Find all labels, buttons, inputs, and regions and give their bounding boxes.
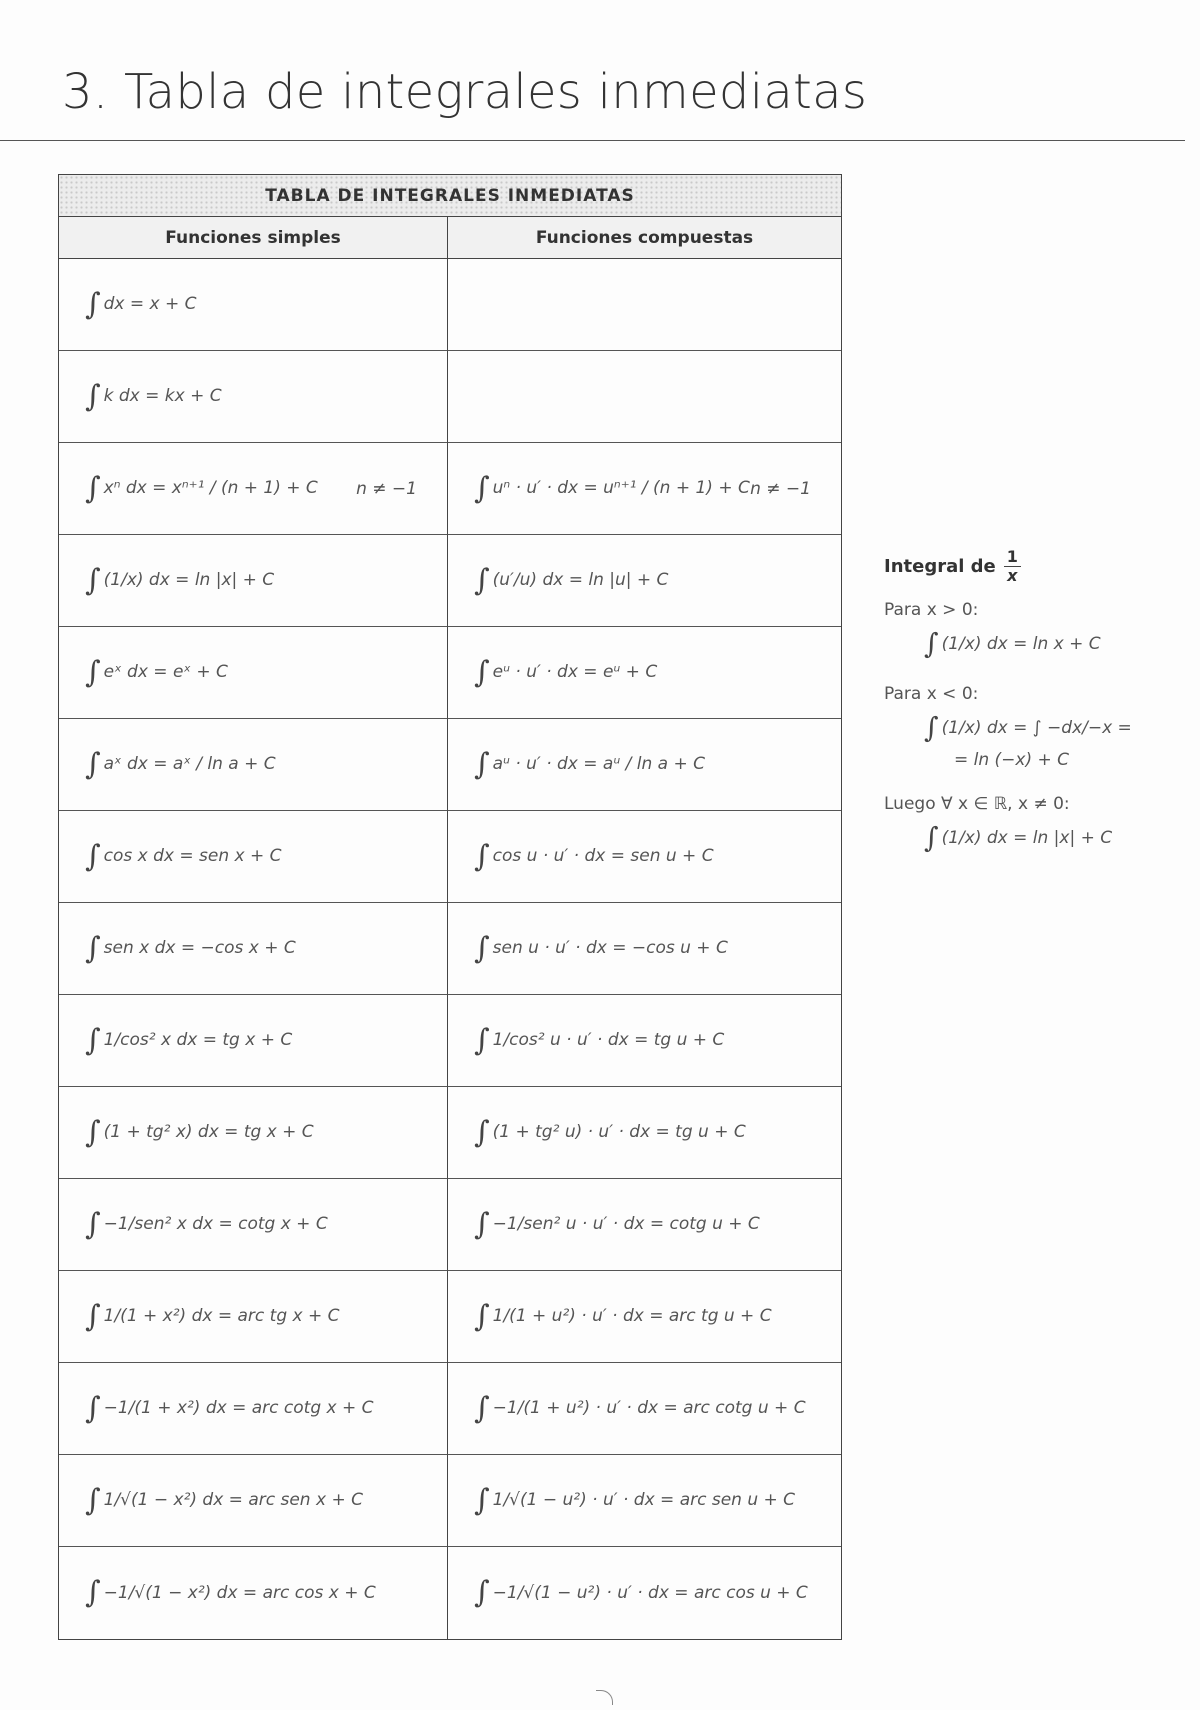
conclusion-formula	[924, 821, 1184, 855]
formula-simple: 1/cos² x dx = tg x + C	[103, 1030, 293, 1051]
formula-simple: xⁿ dx = xⁿ⁺¹ / (n + 1) + C	[103, 478, 318, 499]
conclusion-formula-text: (1/x) dx = ln |x| + C	[941, 828, 1113, 849]
table-cell-simple	[59, 351, 448, 443]
case-negative-formula	[924, 711, 1184, 745]
case-negative-label: Para x < 0:	[884, 684, 979, 705]
page-title: 3. Tabla de integrales inmediatas	[62, 64, 868, 120]
integral-sign-icon: ∫	[85, 1298, 101, 1334]
formula-simple: aˣ dx = aˣ / ln a + C	[103, 754, 276, 775]
integral-sign-icon: ∫	[474, 1298, 490, 1334]
fraction-denominator: x	[1007, 565, 1018, 585]
integral-sign-icon: ∫	[85, 746, 101, 782]
table-cell-compound	[448, 903, 841, 995]
integral-sign-icon: ∫	[474, 838, 490, 874]
table-cell-compound	[448, 259, 841, 351]
fraction-numerator: 1	[1004, 548, 1021, 567]
table-cell-simple	[59, 1087, 448, 1179]
formula-compound: −1/(1 + u²) · u′ · dx = arc cotg u + C	[492, 1398, 806, 1419]
case-positive-label: Para x > 0:	[884, 600, 979, 621]
formula-simple: −1/sen² x dx = cotg x + C	[103, 1214, 328, 1235]
integral-sign-icon: ∫	[85, 1390, 101, 1426]
table-cell-simple	[59, 719, 448, 811]
case-negative-formula-text: (1/x) dx = ∫ −dx/−x =	[941, 718, 1132, 739]
page-corner-mark-icon	[596, 1690, 613, 1705]
formula-simple: 1/(1 + x²) dx = arc tg x + C	[103, 1306, 340, 1327]
formula-compound: 1/(1 + u²) · u′ · dx = arc tg u + C	[492, 1306, 772, 1327]
integral-sign-icon: ∫	[85, 378, 101, 414]
integral-sign-icon: ∫	[474, 930, 490, 966]
integral-sign-icon: ∫	[85, 1575, 101, 1610]
case-positive-formula-text: (1/x) dx = ln x + C	[941, 634, 1101, 655]
formula-compound: (u′/u) dx = ln |u| + C	[492, 570, 669, 591]
formula-compound: aᵘ · u′ · dx = aᵘ / ln a + C	[492, 754, 705, 775]
integral-sign-icon: ∫	[924, 821, 939, 855]
formula-compound: cos u · u′ · dx = sen u + C	[492, 846, 714, 867]
integral-sign-icon: ∫	[85, 1114, 101, 1150]
formula-compound: uⁿ · u′ · dx = uⁿ⁺¹ / (n + 1) + C	[492, 478, 750, 499]
formula-compound: −1/√(1 − u²) · u′ · dx = arc cos u + C	[492, 1582, 808, 1603]
formula-simple: (1 + tg² x) dx = tg x + C	[103, 1122, 314, 1143]
table-cell-simple	[59, 903, 448, 995]
formula-simple: k dx = kx + C	[103, 386, 222, 407]
table-cell-compound	[448, 627, 841, 719]
table-cell-compound	[448, 719, 841, 811]
table-cell-simple	[59, 1455, 448, 1547]
integral-sign-icon: ∫	[474, 470, 490, 506]
table-cell-compound	[448, 1363, 841, 1455]
formula-simple: cos x dx = sen x + C	[103, 846, 282, 867]
integral-sign-icon: ∫	[474, 562, 490, 598]
formula-simple: (1/x) dx = ln |x| + C	[103, 570, 275, 591]
formula-compound: (1 + tg² u) · u′ · dx = tg u + C	[492, 1122, 746, 1143]
integral-sign-icon: ∫	[924, 627, 939, 661]
formula-simple: eˣ dx = eˣ + C	[103, 662, 228, 683]
table-cell-compound	[448, 1455, 841, 1547]
integral-sign-icon: ∫	[474, 654, 490, 690]
integral-sign-icon: ∫	[474, 1575, 490, 1610]
table-cell-simple	[59, 1547, 448, 1639]
table-cell-simple	[59, 259, 448, 351]
table-cell-simple	[59, 1271, 448, 1363]
table-cell-compound	[448, 1087, 841, 1179]
formula-simple: dx = x + C	[103, 294, 197, 315]
integral-sign-icon: ∫	[85, 1206, 101, 1242]
table-cell-simple	[59, 627, 448, 719]
formula-simple: 1/√(1 − x²) dx = arc sen x + C	[103, 1490, 363, 1511]
table-heading: TABLA DE INTEGRALES INMEDIATAS	[59, 175, 841, 217]
case-positive-formula	[924, 627, 1184, 661]
table-cell-compound	[448, 1547, 841, 1639]
integral-sign-icon: ∫	[85, 838, 101, 874]
integral-sign-icon: ∫	[474, 1022, 490, 1058]
formula-simple: −1/√(1 − x²) dx = arc cos x + C	[103, 1582, 376, 1603]
formula-compound: eᵘ · u′ · dx = eᵘ + C	[492, 662, 658, 683]
column-header-compound: Funciones compuestas	[448, 217, 841, 259]
table-cell-compound	[448, 443, 841, 535]
sidebar-title-text: Integral de	[884, 555, 996, 577]
table-cell-simple	[59, 995, 448, 1087]
integral-sign-icon: ∫	[474, 746, 490, 782]
integral-sign-icon: ∫	[85, 654, 101, 690]
integral-sign-icon: ∫	[85, 930, 101, 966]
sidebar-title	[884, 548, 1184, 584]
integral-sign-icon: ∫	[85, 562, 101, 598]
integral-sign-icon: ∫	[474, 1114, 490, 1150]
table-cell-simple	[59, 811, 448, 903]
sidebar-note	[884, 547, 1184, 855]
integral-sign-icon: ∫	[474, 1482, 490, 1518]
integral-sign-icon: ∫	[85, 1482, 101, 1518]
formula-compound: 1/cos² u · u′ · dx = tg u + C	[492, 1030, 725, 1051]
sidebar-title-fraction	[1004, 548, 1021, 584]
formula-simple: −1/(1 + x²) dx = arc cotg x + C	[103, 1398, 374, 1419]
table-cell-compound	[448, 1271, 841, 1363]
conclusion-label: Luego ∀ x ∈ ℝ, x ≠ 0:	[884, 794, 1070, 815]
formula-compound: −1/sen² u · u′ · dx = cotg u + C	[492, 1214, 760, 1235]
table-cell-compound	[448, 351, 841, 443]
integral-sign-icon: ∫	[85, 1022, 101, 1058]
table-cell-compound	[448, 811, 841, 903]
integral-sign-icon: ∫	[85, 470, 101, 506]
integral-sign-icon: ∫	[474, 1206, 490, 1242]
formula-compound: sen u · u′ · dx = −cos u + C	[492, 938, 728, 959]
condition-simple: n ≠ −1	[356, 478, 417, 499]
formula-simple: sen x dx = −cos x + C	[103, 938, 296, 959]
case-negative-result: = ln (−x) + C	[954, 750, 1070, 771]
formula-compound: 1/√(1 − u²) · u′ · dx = arc sen u + C	[492, 1490, 796, 1511]
column-header-simple: Funciones simples	[59, 217, 448, 259]
integral-sign-icon: ∫	[85, 286, 101, 322]
integrals-table	[58, 174, 842, 1640]
integral-sign-icon: ∫	[474, 1390, 490, 1426]
integral-sign-icon: ∫	[924, 711, 939, 745]
table-cell-compound	[448, 1179, 841, 1271]
table-cell-simple	[59, 535, 448, 627]
table-cell-compound	[448, 535, 841, 627]
table-cell-simple	[59, 1363, 448, 1455]
title-divider	[0, 140, 1185, 141]
condition-compound: n ≠ −1	[750, 478, 811, 499]
table-cell-simple	[59, 1179, 448, 1271]
table-cell-compound	[448, 995, 841, 1087]
table-cell-simple	[59, 443, 448, 535]
